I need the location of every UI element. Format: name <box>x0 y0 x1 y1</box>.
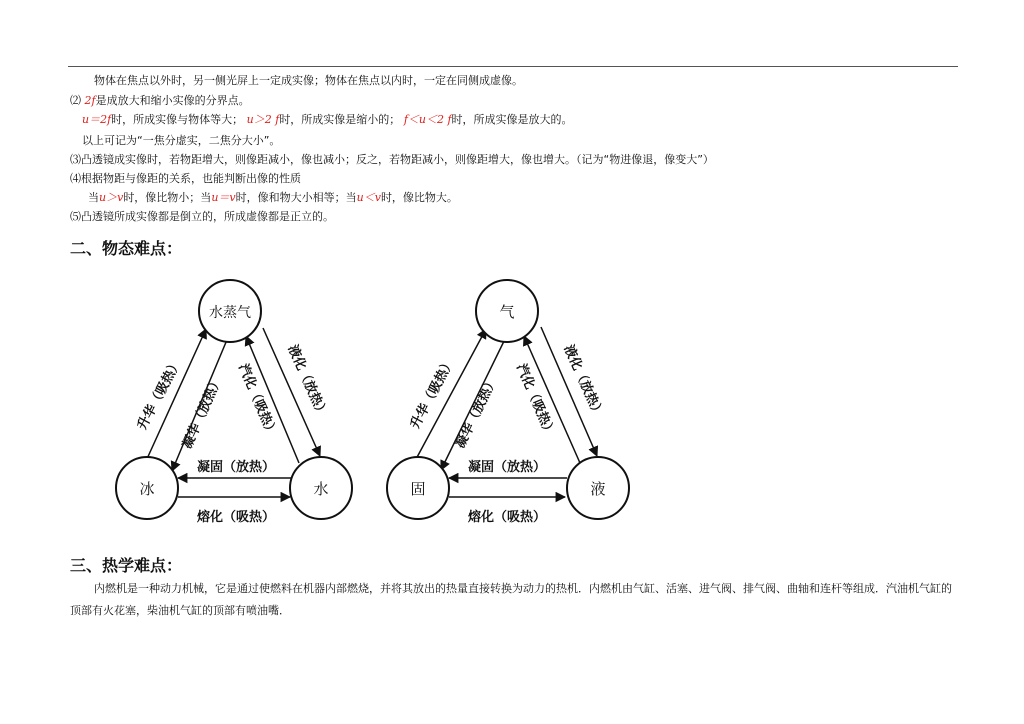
label-condensation: 液化（放热） <box>560 342 606 421</box>
node-label: 冰 <box>139 480 155 498</box>
formula-2f: 2f <box>84 94 96 107</box>
label-sublimation: 升华（吸热） <box>134 356 185 433</box>
label-melting: 熔化（吸热） <box>196 510 276 525</box>
text-line-6: ⑷根据物距与像距的关系，也能判断出像的性质 <box>70 172 301 185</box>
formula-u-eq-2f: u＝2f <box>82 113 112 126</box>
label-condensation: 液化（放热） <box>284 342 330 421</box>
text-line-1: 物体在焦点以外时，另一侧光屏上一定成实像；物体在焦点以内时，一定在同侧成虚像。 <box>94 74 523 87</box>
node-label: 气 <box>499 303 515 321</box>
node-right-1 <box>290 457 352 519</box>
node-left-1 <box>116 457 178 519</box>
label-solidification: 凝固（放热） <box>196 460 276 475</box>
label-vaporization: 汽化（吸热） <box>235 361 280 440</box>
label-sublimation: 升华（吸热） <box>407 355 458 432</box>
text-segment: 时，所成实像与物体等大； <box>111 113 244 126</box>
formula-f-lt-u-lt-2f: f＜u＜2 f <box>403 113 452 126</box>
formula-u-eq-v: u＝v <box>211 191 236 204</box>
label-solidification: 凝固（放热） <box>467 460 547 475</box>
label-deposition: 凝华（放热） <box>453 374 501 451</box>
section-2-title: 二、物态难点： <box>70 239 183 258</box>
label-melting: 熔化（吸热） <box>467 510 547 525</box>
label-vaporization: 汽化（吸热） <box>513 361 558 440</box>
text-line-5: ⑶凸透镜成实像时，若物距增大，则像距减小，像也减小；反之，若物距减小，则像距增大，像也增大。（记为“物进像退，像变大”） <box>70 153 714 166</box>
text-segment: 时，所成实像是缩小的； <box>279 113 401 126</box>
item-number: ⑵ <box>70 94 81 107</box>
text-segment: 时，像比物大。 <box>380 191 458 204</box>
node-right-2 <box>567 457 629 519</box>
node-label: 水蒸气 <box>209 305 251 321</box>
text-line-8: ⑸凸透镜所成实像都是倒立的，所成虚像都是正立的。 <box>70 210 334 223</box>
node-left-2 <box>387 457 449 519</box>
text-segment: 当 <box>88 191 99 204</box>
text-segment: 时，像和物大小相等；当 <box>235 191 357 204</box>
label-deposition: 凝华（放热） <box>180 373 226 452</box>
text-segment: 时，像比物小；当 <box>123 191 212 204</box>
node-top-1 <box>199 280 261 342</box>
text-line-4: 以上可记为“一焦分虚实，二焦分大小”。 <box>82 134 281 147</box>
node-top-2 <box>476 280 538 342</box>
text-segment: 是成放大和缩小实像的分界点。 <box>95 94 250 107</box>
formula-u-gt-v: u＞v <box>99 191 124 204</box>
node-label: 液 <box>590 480 606 498</box>
node-label: 固 <box>410 480 426 498</box>
text-segment: 时，所成实像是放大的。 <box>451 113 573 126</box>
formula-u-lt-v: u＜v <box>356 191 381 204</box>
node-label: 水 <box>313 480 329 498</box>
section-3-paragraph <box>70 578 958 622</box>
section-3-title: 三、热学难点： <box>70 556 183 575</box>
paragraph-text: 内燃机是一种动力机械，它是通过使燃料在机器内部燃烧，并将其放出的热量直接转换为动力的热机．内燃机由气缸、活塞、进气阀、排气阀、曲轴和连杆等组成．汽油机气缸的顶部有火花塞，柴油机气缸的顶部有喷油嘴． <box>70 582 952 617</box>
formula-u-gt-2f: u＞2 f <box>246 113 280 126</box>
